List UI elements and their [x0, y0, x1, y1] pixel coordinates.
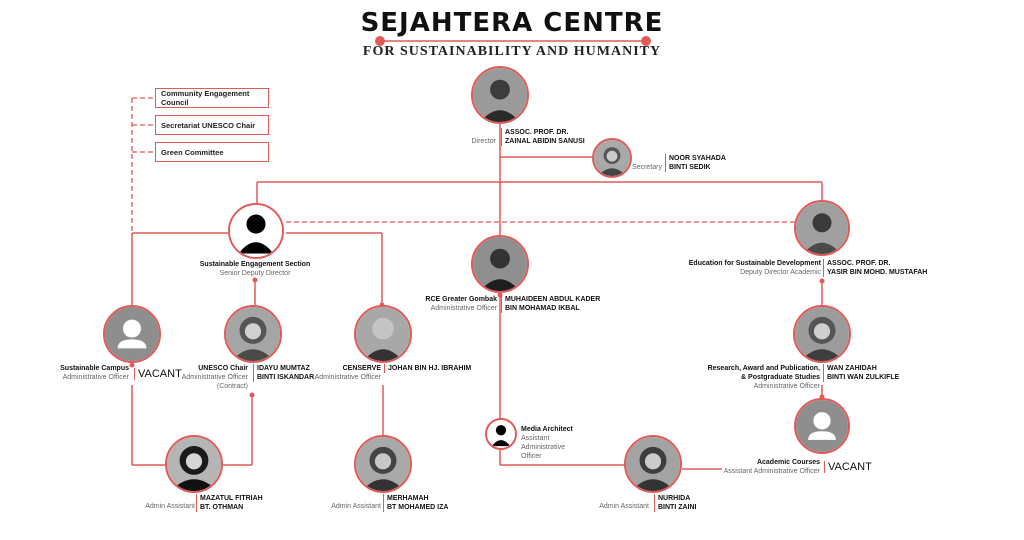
censerve-officer-photo [354, 305, 412, 363]
director-photo [471, 66, 529, 124]
merhamah-photo [354, 435, 412, 493]
senior-deputy-role: Senior Deputy Director [219, 270, 291, 277]
censerve-officer-name: JOHAN BIN HJ. IBRAHIM [384, 364, 471, 373]
research-officer-photo [793, 305, 851, 363]
merhamah-role: Admin Assistant [331, 503, 381, 510]
director-role: Director [471, 138, 496, 145]
page-title: SEJAHTERA CENTRE [360, 8, 664, 38]
committee-box-secretariat-unesco: Secretariat UNESCO Chair [155, 115, 269, 135]
committee-box-green: Green Committee [155, 142, 269, 162]
secretary-photo [592, 138, 632, 178]
secretary-name: NOOR SYAHADA BINTI SEDIK [665, 154, 726, 172]
media-architect-photo [485, 418, 517, 450]
rce-label: RCE Greater Gombak Administrative Officer [425, 296, 497, 312]
unesco-officer-name: IDAYU MUMTAZ BINTI ISKANDAR [253, 364, 314, 382]
research-officer-name: WAN ZAHIDAH BINTI WAN ZULKIFLE [823, 364, 899, 382]
academic-courses-vacant: VACANT [824, 461, 872, 473]
merhamah-name: MERHAMAH BT MOHAMED IZA [383, 494, 448, 512]
research-label: Research, Award and Publication, & Postgraduate Studies Administrative Officer [707, 365, 820, 390]
academic-courses-photo [794, 398, 850, 454]
mazatul-name: MAZATUL FITRIAH BT. OTHMAN [196, 494, 263, 512]
media-architect-label: Media Architect Assistant Administrative Officer [521, 426, 573, 460]
sustainable-campus-photo [103, 305, 161, 363]
nurhida-role: Admin Assistant [599, 503, 649, 510]
censerve-label: CENSERVE Administrative Officer [314, 365, 381, 381]
rce-officer-name: MUHAIDEEN ABDUL KADER BIN MOHAMAD IKBAL [501, 295, 600, 313]
director-name: ASSOC. PROF. DR. ZAINAL ABIDIN SANUSI [501, 128, 585, 146]
unesco-chair-label: UNESCO Chair Administrative Officer (Contract) [181, 365, 248, 390]
sustainable-campus-vacant: VACANT [134, 368, 182, 380]
academic-courses-label: Academic Courses Assistant Administrative Officer [723, 459, 820, 475]
rce-officer-photo [471, 235, 529, 293]
esd-director-photo [794, 200, 850, 256]
mazatul-role: Admin Assistant [145, 503, 195, 510]
committee-box-community-engagement: Community Engagement Council [155, 88, 269, 108]
sustainable-campus-label: Sustainable Campus Administrative Officer [60, 365, 129, 381]
esd-director-name: ASSOC. PROF. DR. YASIR BIN MOHD. MUSTAFAH [823, 259, 927, 277]
senior-deputy-photo [228, 203, 284, 259]
secretary-role: Secretary [632, 164, 662, 171]
page-subtitle: FOR SUSTAINABILITY AND HUMANITY [362, 44, 662, 59]
nurhida-name: NURHIDA BINTI ZAINI [654, 494, 697, 512]
sustainable-engagement-unit: Sustainable Engagement Section [199, 261, 311, 268]
mazatul-photo [165, 435, 223, 493]
esd-label: Education for Sustainable Development Deputy Director Academic [688, 260, 821, 276]
unesco-officer-photo [224, 305, 282, 363]
nurhida-photo [624, 435, 682, 493]
